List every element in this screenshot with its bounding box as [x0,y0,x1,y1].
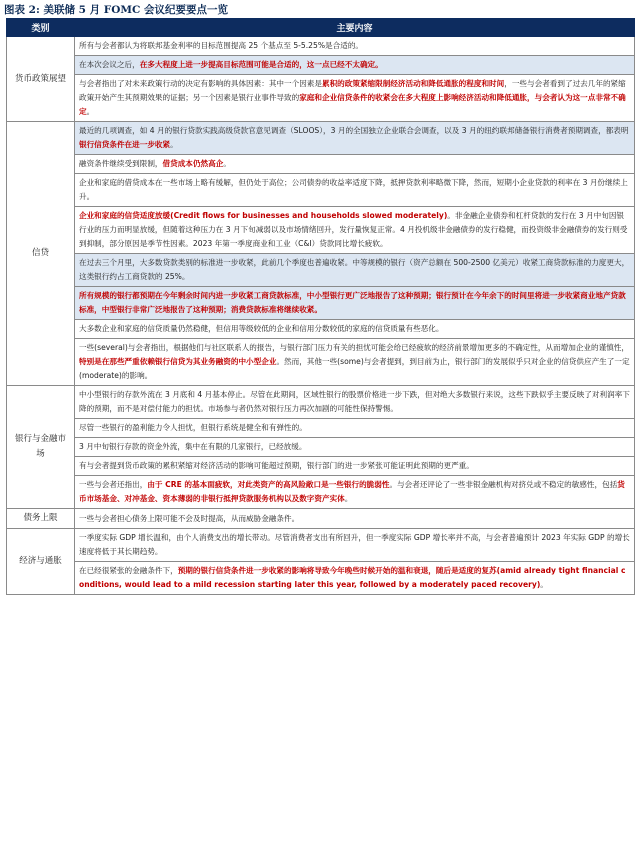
content-cell [75,339,635,386]
content-cell [75,254,635,287]
body-text: 一些(several)与会者指出，根据他们与社区联系人的报告，与银行部门压力有关的担忧可能会给已经疲软的经济前景增加更多的不确定性，从而增加企业的谨慎性， [79,343,629,352]
body-text: 企业和家庭的借贷成本在一些市场上略有缓解，但仍处于高位；公司债券的收益率适度下降，抵押贷款利率略微下降，然而，短期小企业贷款的利率在 3 月份继续上升。 [79,178,628,201]
content-cell [75,457,635,476]
table-body [7,37,635,595]
emphasized-text: 货币市场基金、对冲基金、资本薄弱的非银行抵押贷款服务机构以及数字资产实体 [79,480,625,503]
emphasized-text: 预期的银行信贷条件进一步收紧的影响将导致今年晚些时候开始的温和衰退，随后是适度的复苏(amid already tight financial conditions, would lead to a mild recession starting later this year, followed by a moderately paced recovery) [79,566,626,589]
table-row [7,509,635,529]
content-cell [75,75,635,122]
content-cell [75,562,635,595]
emphasized-text: 在多大程度上进一步提高目标范围可能是合适的，这一点已经不太确定。 [139,60,383,69]
content-cell [75,174,635,207]
table-row [7,438,635,457]
category-column-header: 类别 [7,19,75,37]
emphasized-text: 由于 CRE 的基本面疲软，对此类资产的高风险敞口是一些银行的脆弱性 [147,480,390,489]
category-cell: 货币政策展望 [7,37,75,122]
emphasized-text: 借贷成本仍然高企 [162,159,224,168]
body-text: 中小型银行的存款外流在 3 月底和 4 月基本停止。尽管在此期间，区域性银行的股票价格进一步下跌，但对绝大多数银行来说，这些下跌似乎主要反映了对利润率下降的预期，而不是对偿付能力的担忧。市场参与者仍然对银行压力再次加剧的可能性保持警惕。 [79,390,630,413]
table-row [7,419,635,438]
table-row [7,254,635,287]
body-text: ，一些与会者看到了过去几年的紧缩政策开始产生其预期效果的证据；另一个因素是银行业事件导致的 [79,79,626,102]
body-text: 尽管一些银行的盈利能力令人担忧，但银行系统是健全和有弹性的。 [79,423,307,432]
body-text: 与会者指出了对未来政策行动的决定有影响的具体因素：其中一个因素是 [79,79,322,88]
emphasized-text: 所有规模的银行都预期在今年剩余时间内进一步收紧工商贷款标准，中小型银行更广泛地报告了这种预期；银行预计在今年余下的时间里将进一步收紧商业地产贷款标准，中型银行非常广泛地报告了这种预期；消费贷款标准将继续收紧。 [79,291,626,314]
body-text: 。 [86,107,95,116]
content-cell [75,155,635,174]
body-text: 一些与会者还指出， [79,480,148,489]
body-text: 。与会者还评论了一些非银金融机构对挤兑或不稳定的敏感性，包括 [389,480,618,489]
body-text: 。 [170,140,178,149]
table-row [7,155,635,174]
table-row [7,476,635,509]
body-text: 大多数企业和家庭的信贷质量仍然稳健，但信用等级较低的企业和信用分数较低的家庭的信贷质量有些恶化。 [79,324,444,333]
table-row [7,37,635,56]
fomc-summary-table [6,18,635,595]
content-column-header: 主要内容 [75,19,635,37]
content-cell [75,476,635,509]
table-header-row [7,19,635,37]
table-row [7,562,635,595]
content-cell [75,207,635,254]
table-row [7,207,635,254]
body-text: 3 月中旬银行存款的资金外流，集中在有限的几家银行，已经放缓。 [79,442,307,451]
table-row [7,457,635,476]
table-row [7,529,635,562]
body-text: 。 [540,580,548,589]
content-cell [75,438,635,457]
body-text: 在过去三个月里，大多数贷款类别的标准进一步收紧，此前几个季度也普遍收紧。中等规模的银行（资产总额在 500-2500 亿美元）收紧工商贷款标准的力度更大，这类银行约占工商贷款的 25%。 [79,258,630,281]
table-row [7,287,635,320]
body-text: 所有与会者都认为将联邦基金利率的目标范围提高 25 个基点至 5-5.25%是合适的。 [79,41,364,50]
body-text: 最近的几项调查，如 4 月的银行贷款实践高级贷款官意见调查（SLOOS），3 月的全国独立企业联合会调查，以及 3 月的纽约联邦储备银行消费者预期调查，都表明 [79,126,629,135]
content-cell [75,386,635,419]
table-row [7,174,635,207]
body-text: 。 [223,159,231,168]
body-text: 在已经很紧张的金融条件下， [79,566,178,575]
body-text: 。然而，其他一些(some)与会者提到，到目前为止，银行部门的发展似乎只对企业的信贷供应产生了一定(moderate)的影响。 [79,357,630,380]
emphasized-text: 累积的政策紧缩限制经济活动和降低通胀的程度和时间 [322,79,505,88]
category-cell: 经济与通胀 [7,529,75,595]
content-cell [75,122,635,155]
table-row [7,75,635,122]
category-cell: 银行与金融市场 [7,386,75,509]
body-text: 有与会者提到货币政策的累积紧缩对经济活动的影响可能超过预期，银行部门的进一步紧张可能证明此预期的更严重。 [79,461,474,470]
category-cell: 信贷 [7,122,75,386]
emphasized-text: 企业和家庭的信贷适度放缓(Credit flows for businesses and households slowed moderately) [79,211,448,220]
emphasized-text: 特别是在那些严重依赖银行信贷为其业务融资的中小型企业 [79,357,277,366]
category-cell: 债务上限 [7,509,75,529]
body-text: 。 [344,494,353,503]
body-text: 。非金融企业债券和杠杆贷款的发行在 3 月中旬因银行业的压力而明显放缓，但随着这种压力在 3 月下旬减弱以及市场情绪回升，发行量恢复正常。4 月投机级非金融债券的发行稳健，而投资级非金融债券的发行则受到抑制，部分原因是季节性因素。2023 年第一季度商业和工业（C&I）贷款同比增长疲软。 [79,211,628,248]
table-row [7,339,635,386]
body-text: 在本次会议之后， [79,60,140,69]
table-row [7,56,635,75]
content-cell [75,529,635,562]
content-cell [75,509,635,529]
body-text: 一些与会者担心债务上限可能不会及时提高，从而威胁金融条件。 [79,513,300,523]
table-row [7,320,635,339]
emphasized-text: 家庭和企业信贷条件的收紧会在多大程度上影响经济活动和降低通胀，与会者认为这一点非常不确定 [79,93,626,116]
content-cell [75,287,635,320]
emphasized-text: 银行信贷条件在进一步收紧 [79,140,171,149]
content-cell [75,56,635,75]
body-text: 融资条件继续受到限制， [79,159,163,168]
content-cell [75,419,635,438]
table-row [7,386,635,419]
body-text: 一季度实际 GDP 增长温和，由个人消费支出的增长带动。尽管消费者支出有所回升，但一季度实际 GDP 增长率并不高，与会者普遍预计 2023 年实际 GDP 的增长速度将低于其长期趋势。 [79,533,630,556]
table-row [7,122,635,155]
figure-title: 图表 2: 美联储 5 月 FOMC 会议纪要要点一览 [4,4,229,16]
content-cell [75,320,635,339]
content-cell [75,37,635,56]
